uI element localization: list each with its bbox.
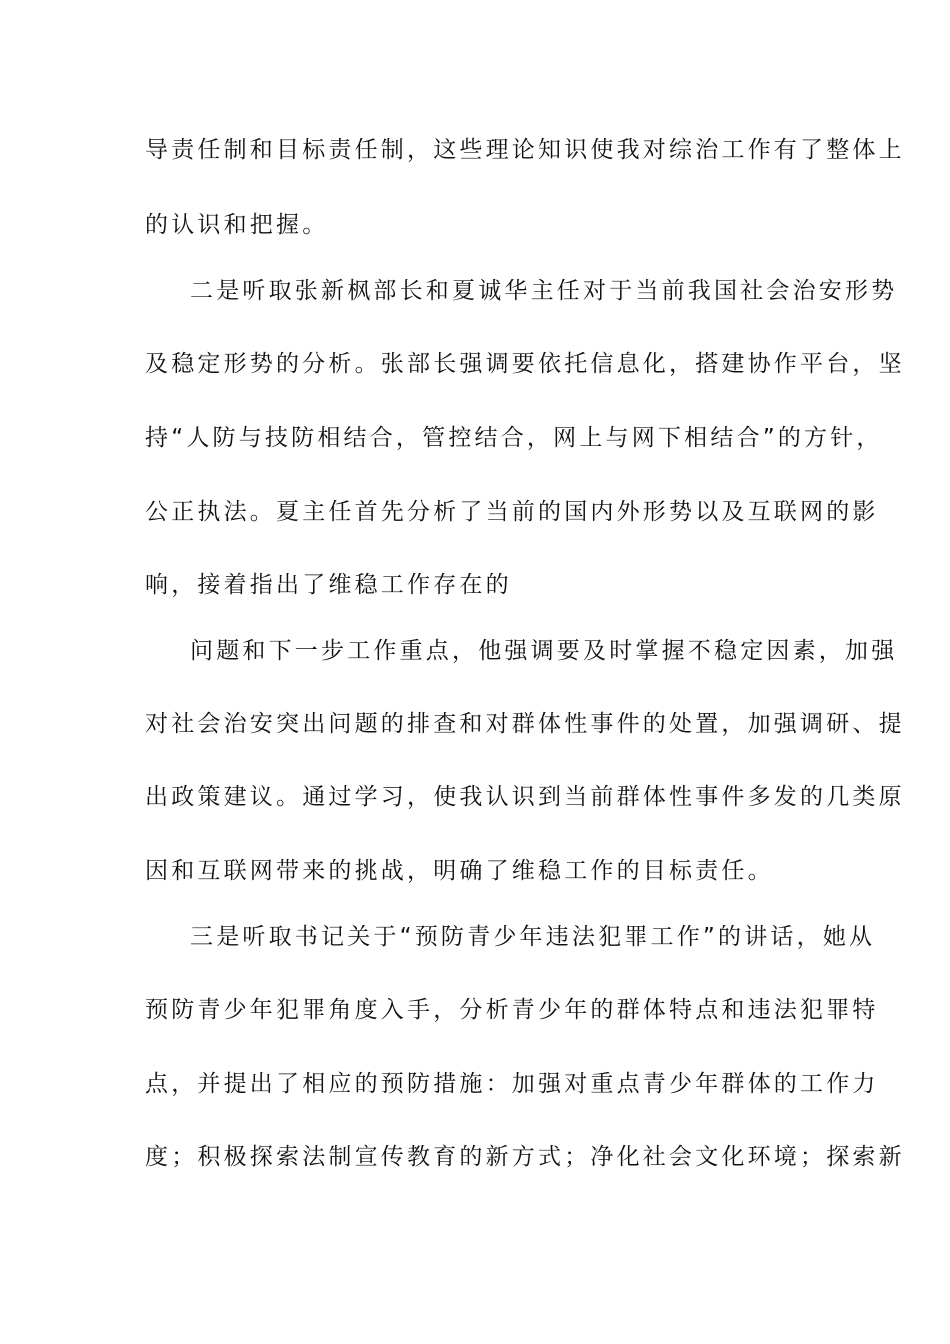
text-line: 及稳定形势的分析。张部长强调要依托信息化，搭建协作平台，坚 <box>145 351 905 377</box>
paragraph-start-line: 二是听取张新枫部长和夏诚华主任对于当前我国社会治安形势 <box>190 278 898 304</box>
text-line: 的认识和把握。 <box>145 212 329 238</box>
text-line: 因和互联网带来的挑战，明确了维稳工作的目标责任。 <box>145 858 774 884</box>
text-line: 度；积极探索法制宣传教育的新方式；净化社会文化环境；探索新 <box>145 1144 905 1170</box>
text-line: 出政策建议。通过学习，使我认识到当前群体性事件多发的几类原 <box>145 784 905 810</box>
text-line: 持“人防与技防相结合，管控结合，网上与网下相结合”的方针， <box>145 425 883 451</box>
text-line: 点，并提出了相应的预防措施：加强对重点青少年群体的工作力 <box>145 1071 879 1097</box>
text-line: 导责任制和目标责任制，这些理论知识使我对综治工作有了整体上 <box>145 137 905 163</box>
paragraph-start-line: 三是听取书记关于“预防青少年违法犯罪工作”的讲话，她从 <box>190 924 876 950</box>
text-line: 响，接着指出了维稳工作存在的 <box>145 572 512 598</box>
text-line: 公正执法。夏主任首先分析了当前的国内外形势以及互联网的影 <box>145 499 879 525</box>
paragraph-start-line: 问题和下一步工作重点，他强调要及时掌握不稳定因素，加强 <box>190 638 898 664</box>
text-line: 预防青少年犯罪角度入手，分析青少年的群体特点和违法犯罪特 <box>145 997 879 1023</box>
text-line: 对社会治安突出问题的排查和对群体性事件的处置，加强调研、提 <box>145 711 905 737</box>
